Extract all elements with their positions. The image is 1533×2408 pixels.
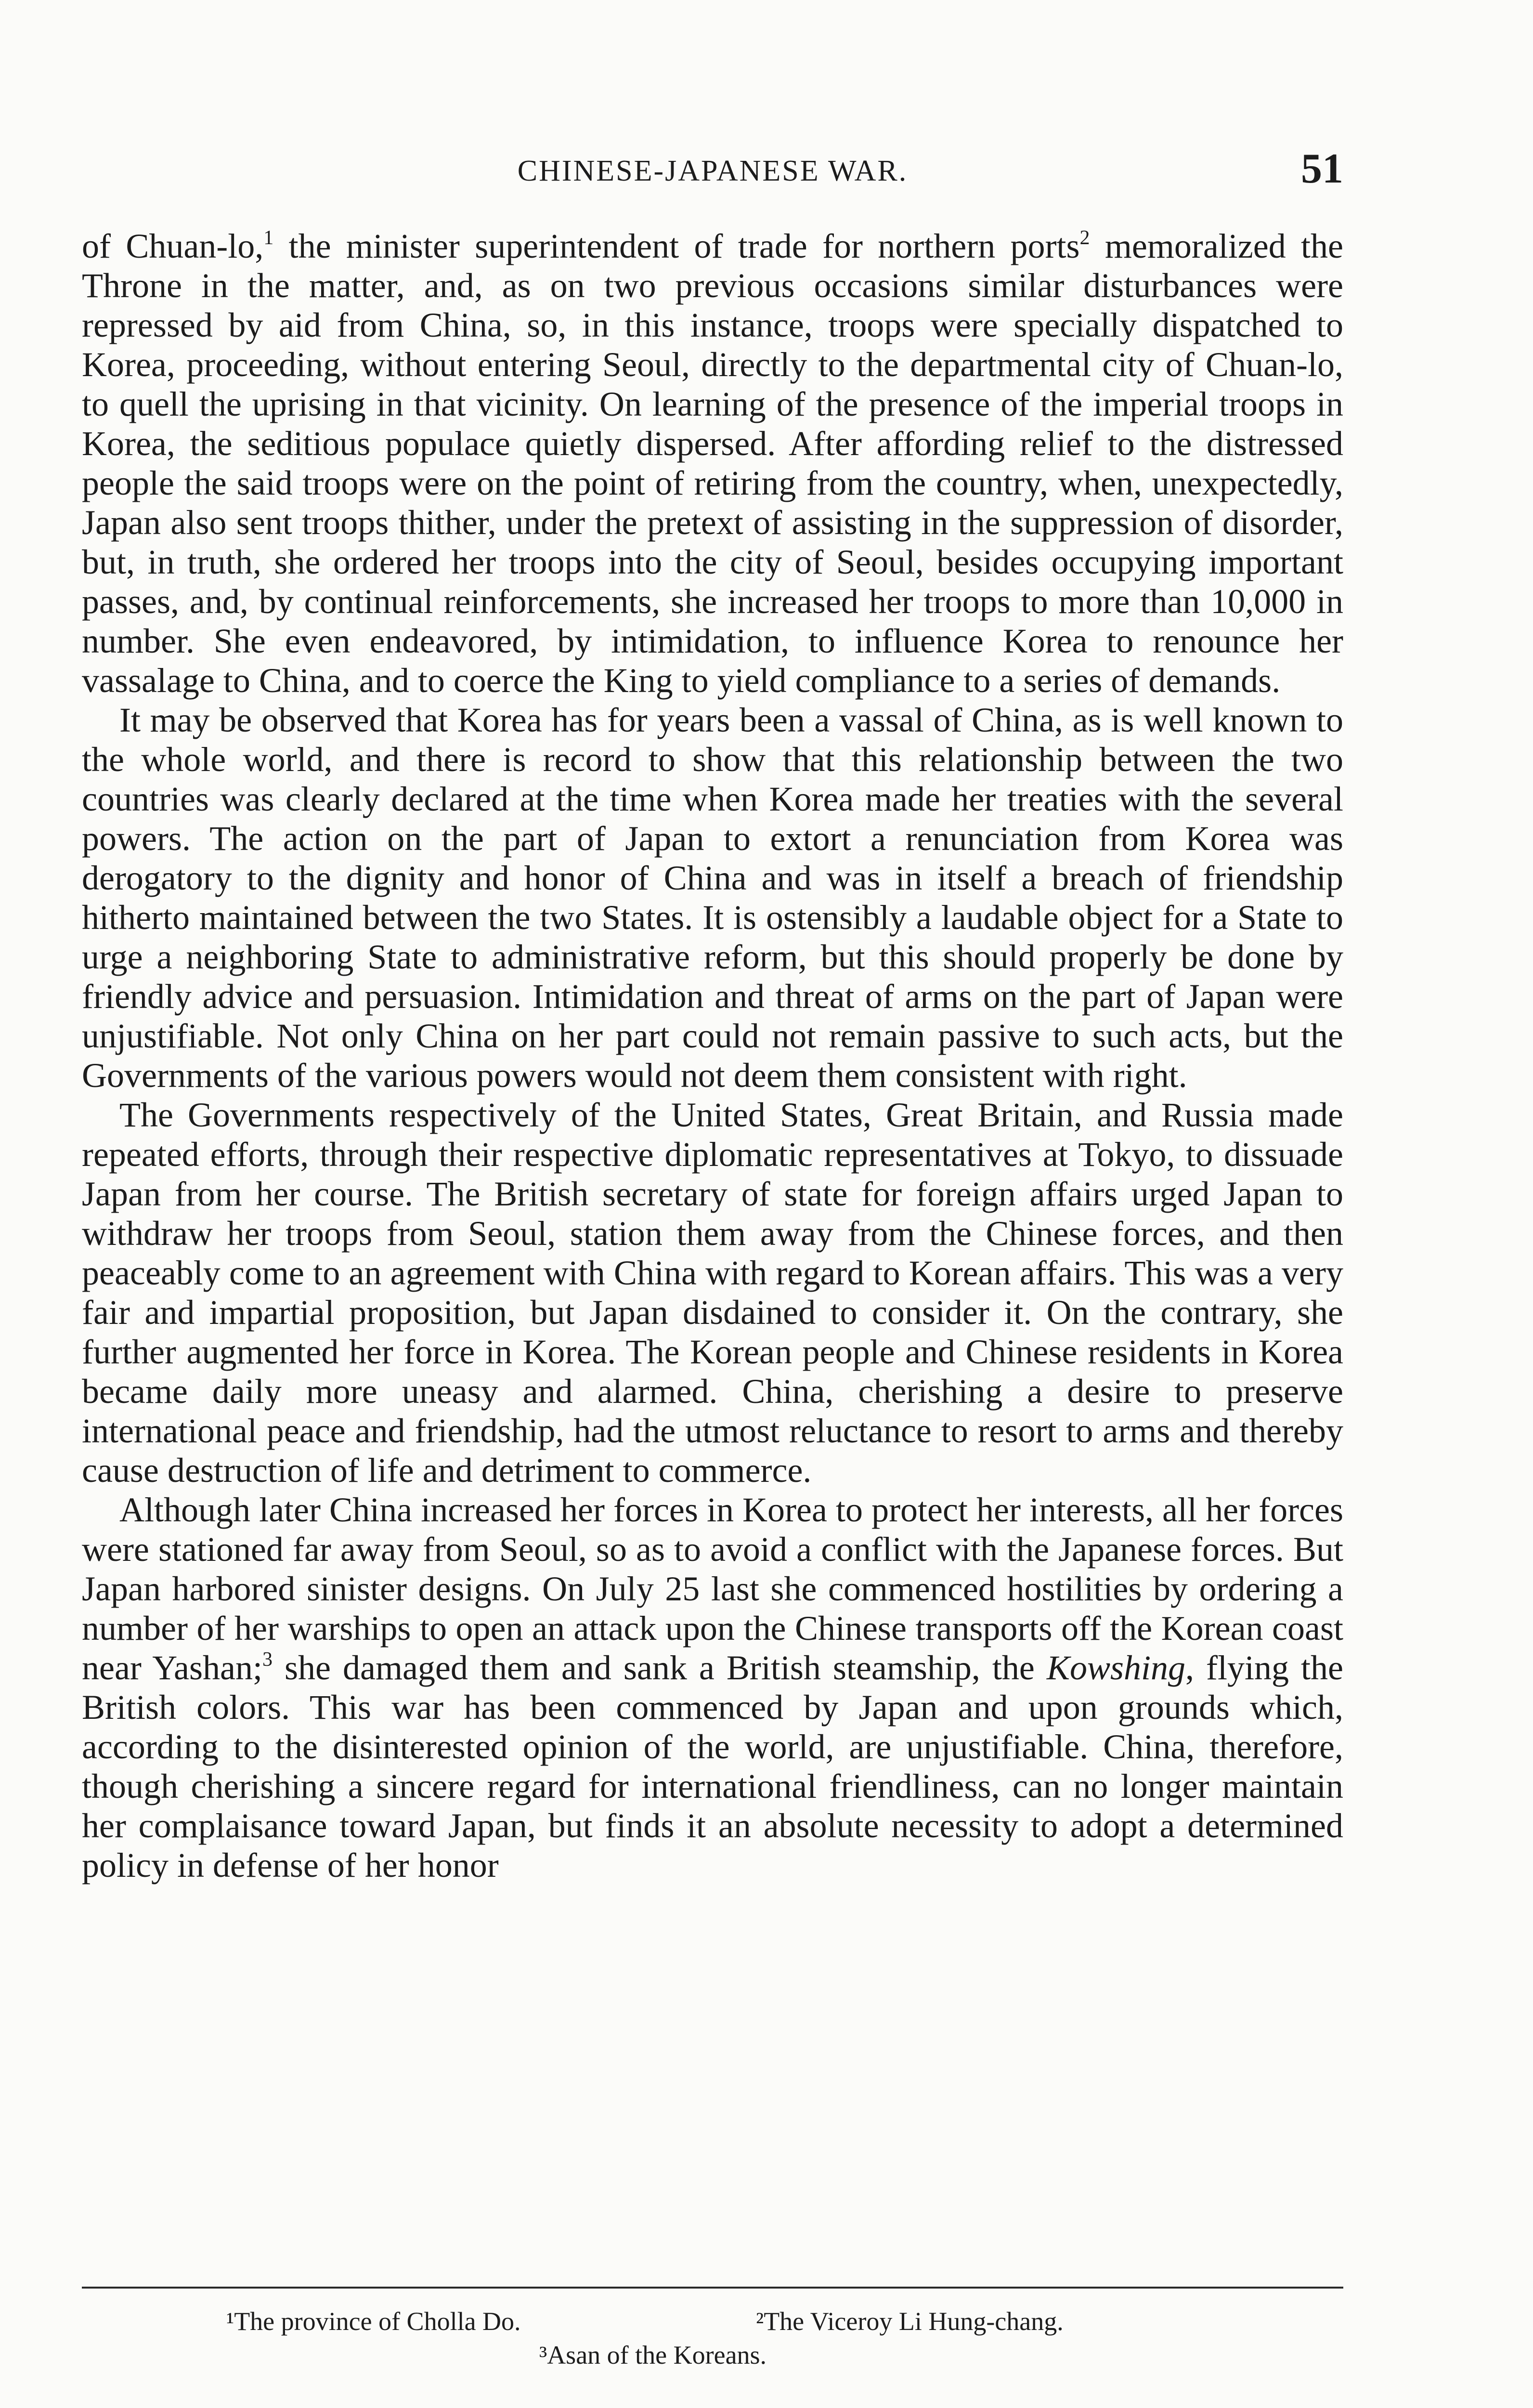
footnote-marker: 2 — [1079, 227, 1090, 249]
running-head: CHINESE-JAPANESE WAR. — [517, 155, 908, 187]
paragraph-text: memoralized the Throne in the matter, and, as on two previous occasions similar disturbances were repressed by aid from China, so, in this instance, troops were specially dispatched to Korea, proceeding, without entering Seoul, directly to the departmental city of Chuan-lo, to quell the uprising in that vicinity. On learning of the presence of the imperial troops in Korea, the seditious populace quietly dispersed. After affording relief to the distressed people the said troops were on the point of retiring from the country, when, unexpectedly, Japan also sent troops thither, under the pretext of assisting in the suppression of disorder, but, in truth, she ordered her troops into the city of Seoul, besides occupying important passes, and, by continual reinforcements, she increased her troops to more than 10,000 in number. She even endeavored, by intimidation, to influence Korea to renounce her vassalage to China, and to coerce the King to yield compliance to a series of demands. — [82, 227, 1344, 700]
paragraph-text: It may be observed that Korea has for years been a vassal of China, as is well known to the whole world, and there is record to show that this relationship between the two countries was clearly declared at the time when Korea made her treaties with the several powers. The action on the part of Japan to extort a renunciation from Korea was derogatory to the dignity and honor of China and was in itself a breach of friendship hitherto maintained between the two States. It is ostensibly a laudable object for a State to urge a neighboring State to administrative reform, but this should properly be done by friendly advice and persuasion. Intimidation and threat of arms on the part of Japan were unjustifiable. Not only China on her part could not remain passive to such acts, but the Governments of the various powers would not deem them consistent with right. — [82, 701, 1343, 1095]
paragraph-text: she damaged them and sank a British steamship, the — [272, 1649, 1047, 1687]
footnote-marker: 3 — [262, 1649, 273, 1671]
footnote-3: ³Asan of the Koreans. — [539, 2341, 767, 2369]
footnote-divider — [82, 2287, 1343, 2289]
paragraph-2 — [82, 700, 1343, 1095]
paragraph-text: the minister superintendent of trade for northern ports — [273, 227, 1080, 265]
paragraph-text: Kowshing — [1046, 1649, 1185, 1687]
paragraph-3 — [82, 1095, 1343, 1490]
footnote-1: ¹The province of Cholla Do. — [226, 2307, 521, 2336]
paragraph-4 — [82, 1490, 1343, 1885]
page-number: 51 — [1301, 145, 1343, 192]
footnote-row-2 — [82, 2338, 1343, 2372]
paragraph-text: , flying the British colors. This war has been commenced by Japan and upon grounds which, according to the disinterested opinion of the world, are unjustifiable. China, therefore, though cherishing a sincere regard for international friendliness, can no longer maintain her complaisance toward Japan, but finds it an absolute necessity to adopt a determined policy in defense of her honor — [82, 1649, 1343, 1885]
footnote-row-1 — [82, 2304, 1343, 2338]
paragraph-text: of Chuan-lo, — [82, 227, 264, 265]
footnotes — [82, 2304, 1343, 2372]
paragraph-text: Although later China increased her forces in Korea to protect her interests, all her forces were stationed far away from Seoul, so as to avoid a conflict with the Japanese forces. But Japan harbored sinister designs. On July 25 last she commenced hostilities by ordering a number of her warships to open an attack upon the Chinese transports off the Korean coast near Yashan; — [82, 1491, 1343, 1687]
footnote-2: ²The Viceroy Li Hung-chang. — [756, 2307, 1064, 2336]
page-header — [82, 144, 1343, 202]
paragraph-1 — [82, 226, 1343, 700]
paragraph-text: The Governments respectively of the United States, Great Britain, and Russia made repeated efforts, through their respective diplomatic representatives at Tokyo, to dissuade Japan from her course. The British secretary of state for foreign affairs urged Japan to withdraw her troops from Seoul, station them away from the Chinese forces, and then peaceably come to an agreement with China with regard to Korean affairs. This was a very fair and impartial proposition, but Japan disdained to consider it. On the contrary, she further augmented her force in Korea. The Korean people and Chinese residents in Korea became daily more uneasy and alarmed. China, cherishing a desire to preserve international peace and friendship, had the utmost reluctance to resort to arms and thereby cause destruction of life and detriment to commerce. — [82, 1096, 1343, 1490]
footnote-marker: 1 — [263, 227, 274, 249]
body-text — [82, 226, 1343, 1885]
